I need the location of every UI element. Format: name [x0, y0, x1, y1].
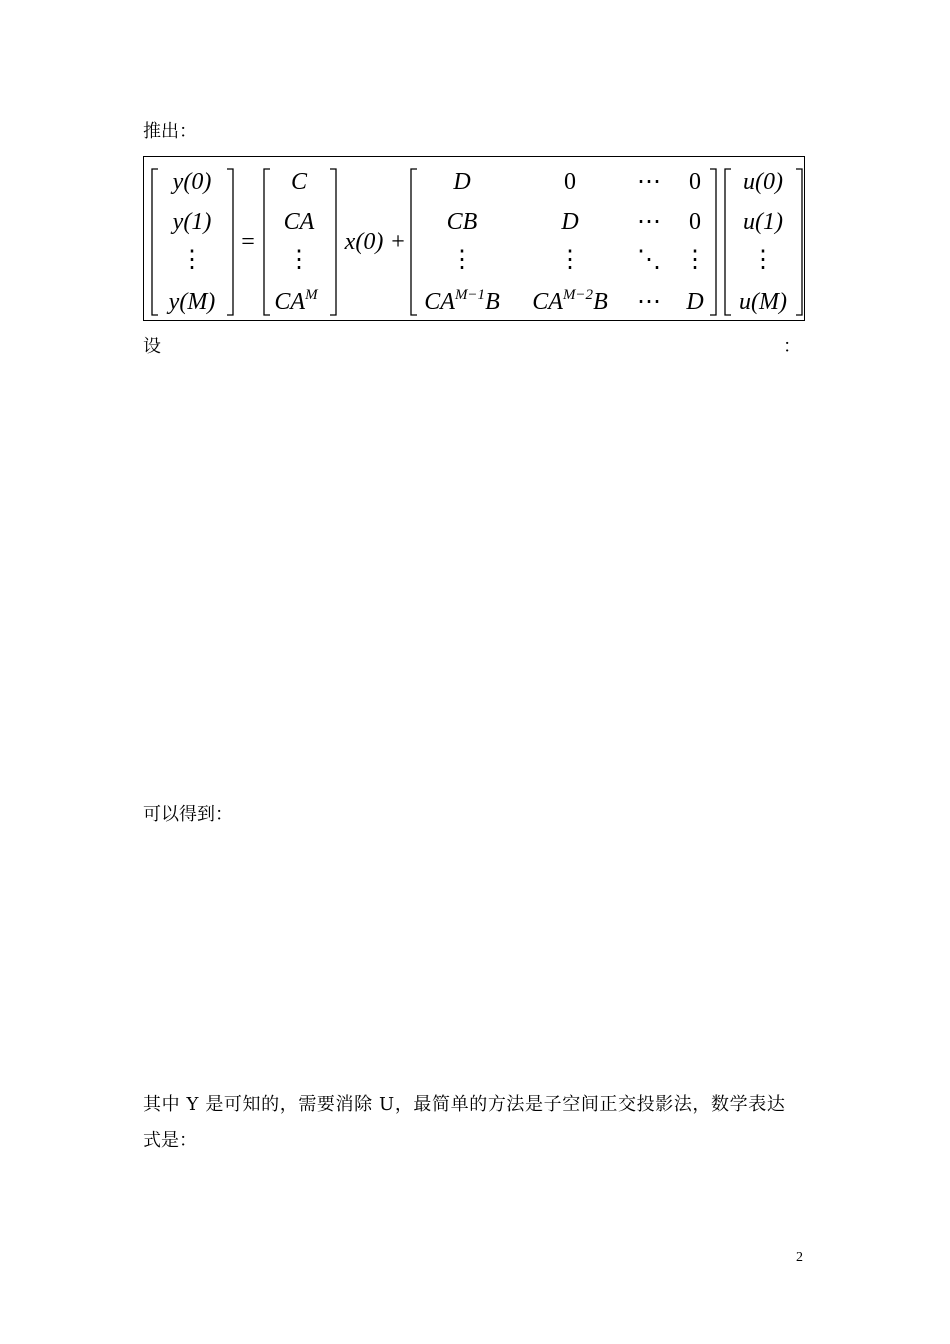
toeplitz-3-3: D	[686, 289, 704, 315]
toeplitz-0-3: 0	[689, 169, 701, 195]
bracket-right-u	[796, 169, 802, 315]
input-1: u(1)	[743, 209, 783, 235]
let-colon: ：	[783, 336, 801, 357]
bracket-left-toeplitz	[411, 169, 417, 315]
toeplitz-0-1: 0	[564, 169, 576, 195]
bracket-right-y	[227, 169, 233, 315]
toeplitz-1-1: D	[561, 209, 579, 235]
equals-sign: =	[241, 229, 255, 255]
toeplitz-3-2: ⋯	[637, 289, 661, 315]
toeplitz-1-2: ⋯	[637, 209, 661, 235]
bracket-right-toeplitz	[710, 169, 716, 315]
obs-0: C	[290, 169, 308, 195]
lhs-3: y(M)	[168, 289, 216, 315]
lhs-1: y(1)	[172, 209, 212, 235]
input-0: u(0)	[743, 169, 783, 195]
state-term: x(0)	[344, 229, 384, 255]
toeplitz-2-3: ⋮	[683, 247, 707, 273]
bracket-left-y	[152, 169, 158, 315]
toeplitz-3-1: $CA^{M-2}B$	[532, 287, 608, 315]
eliminate-line-1: 其中 Y 是可知的，需要消除 U，最简单的方法是子空间正交投影法，数学表达	[143, 1094, 786, 1115]
toeplitz-2-2: ⋱	[637, 247, 661, 273]
toeplitz-1-3: 0	[689, 209, 701, 235]
lhs-2: ⋮	[180, 247, 204, 273]
page-number: 2	[796, 1250, 803, 1265]
toeplitz-0-2: ⋯	[637, 169, 661, 195]
toeplitz-2-1: ⋮	[558, 247, 582, 273]
input-2: ⋮	[751, 247, 775, 273]
obtain-label: 可以得到：	[143, 804, 233, 825]
plus-sign: +	[391, 229, 405, 255]
toeplitz-3-0: $CA^{M-1}B$	[424, 287, 500, 315]
eliminate-line-2: 式是：	[143, 1130, 197, 1151]
equation-terms	[167, 169, 787, 315]
toeplitz-1-0: CB	[446, 209, 478, 235]
equation-box	[143, 156, 805, 321]
derive-label: 推出：	[143, 121, 197, 142]
toeplitz-0-0: D	[453, 169, 471, 195]
toeplitz-2-0: ⋮	[450, 247, 474, 273]
lhs-0: y(0)	[172, 169, 212, 195]
equation-svg	[144, 157, 806, 322]
obs-2: ⋮	[287, 247, 311, 273]
bracket-left-u	[725, 169, 731, 315]
input-3: u(M)	[739, 289, 787, 315]
bracket-left-obs	[264, 169, 270, 315]
bracket-right-obs	[330, 169, 336, 315]
obs-1: CA	[283, 209, 315, 235]
let-prefix: 设	[143, 336, 161, 357]
obs-3: $CA^M$	[274, 287, 318, 315]
